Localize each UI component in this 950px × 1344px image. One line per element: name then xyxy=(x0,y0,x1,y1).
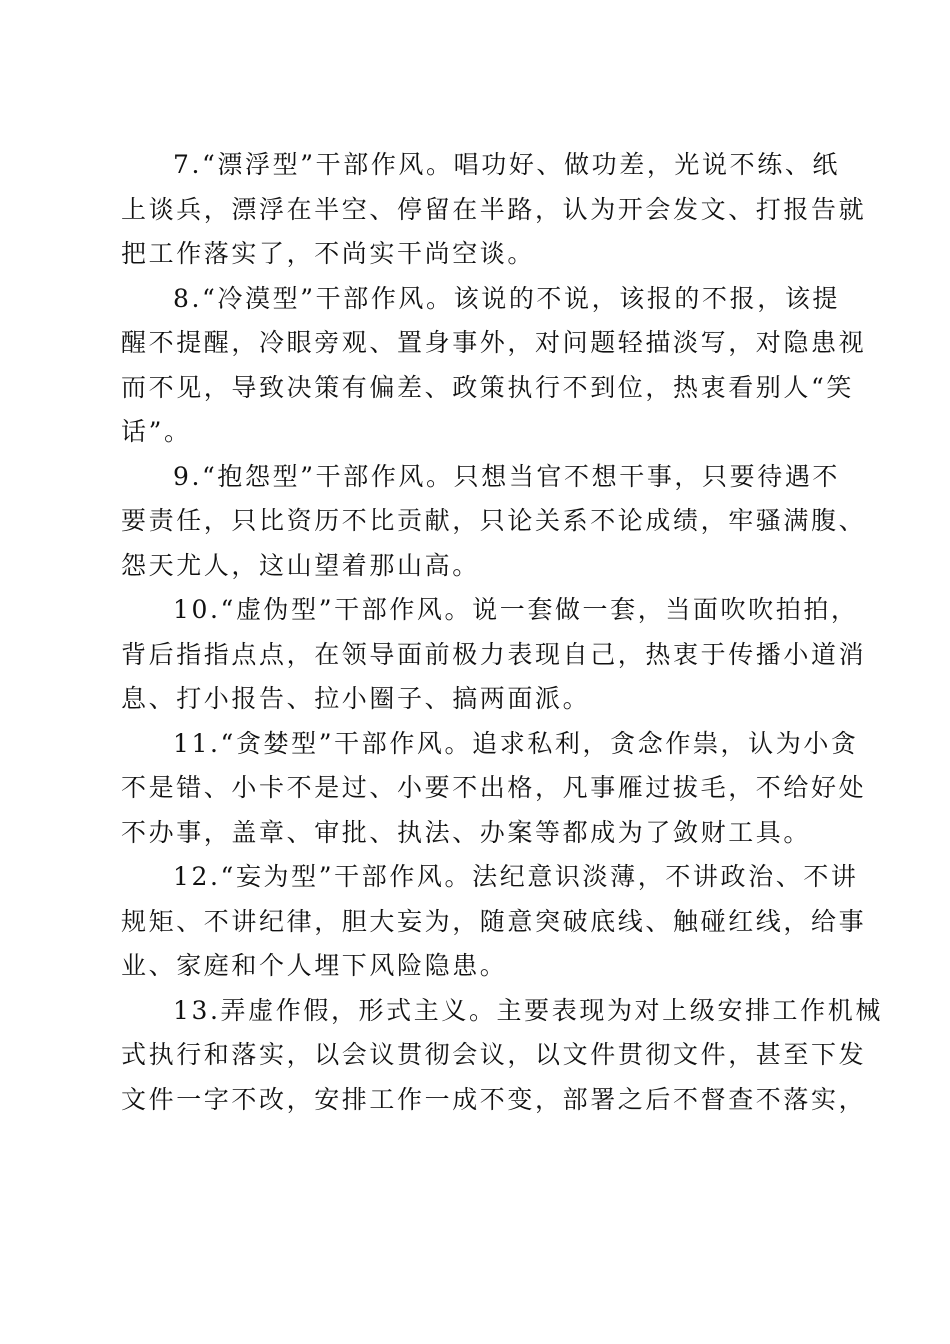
text-line: 业、家庭和个人埋下风险隐患。 xyxy=(121,951,508,980)
text-line: 怨天尤人，这山望着那山高。 xyxy=(121,550,480,580)
document-body xyxy=(121,143,883,1122)
text-line: 文件一字不改，安排工作一成不变，部署之后不督查不落实， xyxy=(121,1084,867,1114)
text-line: 8.“冷漠型”干部作风。该说的不说，该报的不报，该提 xyxy=(173,283,841,313)
text-line: 式执行和落实，以会议贯彻会议，以文件贯彻文件，甚至下发 xyxy=(121,1040,867,1069)
text-line: 醒不提醒，冷眼旁观、置身事外，对问题轻描淡写，对隐患视 xyxy=(121,328,867,357)
text-line: 上谈兵，漂浮在半空、停留在半路，认为开会发文、打报告就 xyxy=(121,194,867,224)
text-line: 11.“贪婪型”干部作风。追求私利，贪念作祟，认为小贪 xyxy=(173,728,859,758)
text-line: 把工作落实了，不尚实干尚空谈。 xyxy=(121,239,536,268)
text-line: 13.弄虚作假，形式主义。主要表现为对上级安排工作机械 xyxy=(173,995,883,1025)
text-line: 而不见，导致决策有偏差、政策执行不到位，热衷看别人“笑 xyxy=(121,372,854,402)
paragraph-9 xyxy=(121,455,867,589)
text-line: 要责任，只比资历不比贡献，只论关系不论成绩，牢骚满腹、 xyxy=(121,506,867,535)
text-line: 12.“妄为型”干部作风。法纪意识淡薄，不讲政治、不讲 xyxy=(173,862,859,891)
text-line: 背后指指点点，在领导面前极力表现自己，热衷于传播小道消 xyxy=(121,639,867,669)
text-line: 7.“漂浮型”干部作风。唱功好、做功差，光说不练、纸 xyxy=(173,150,841,179)
text-line: 话”。 xyxy=(121,417,192,446)
paragraph-8 xyxy=(121,277,867,455)
paragraph-7 xyxy=(121,143,867,277)
text-line: 不是错、小卡不是过、小要不出格，凡事雁过拔毛，不给好处 xyxy=(121,773,867,802)
paragraph-13 xyxy=(121,989,883,1123)
text-line: 规矩、不讲纪律，胆大妄为，随意突破底线、触碰红线，给事 xyxy=(121,906,867,936)
text-line: 不办事，盖章、审批、执法、办案等都成为了敛财工具。 xyxy=(121,817,812,847)
paragraph-10 xyxy=(121,588,867,722)
paragraph-11 xyxy=(121,722,867,856)
text-line: 10.“虚伪型”干部作风。说一套做一套，当面吹吹拍拍， xyxy=(173,595,859,624)
text-line: 息、打小报告、拉小圈子、搞两面派。 xyxy=(121,684,591,713)
paragraph-12 xyxy=(121,855,867,989)
text-line: 9.“抱怨型”干部作风。只想当官不想干事，只要待遇不 xyxy=(173,461,841,491)
